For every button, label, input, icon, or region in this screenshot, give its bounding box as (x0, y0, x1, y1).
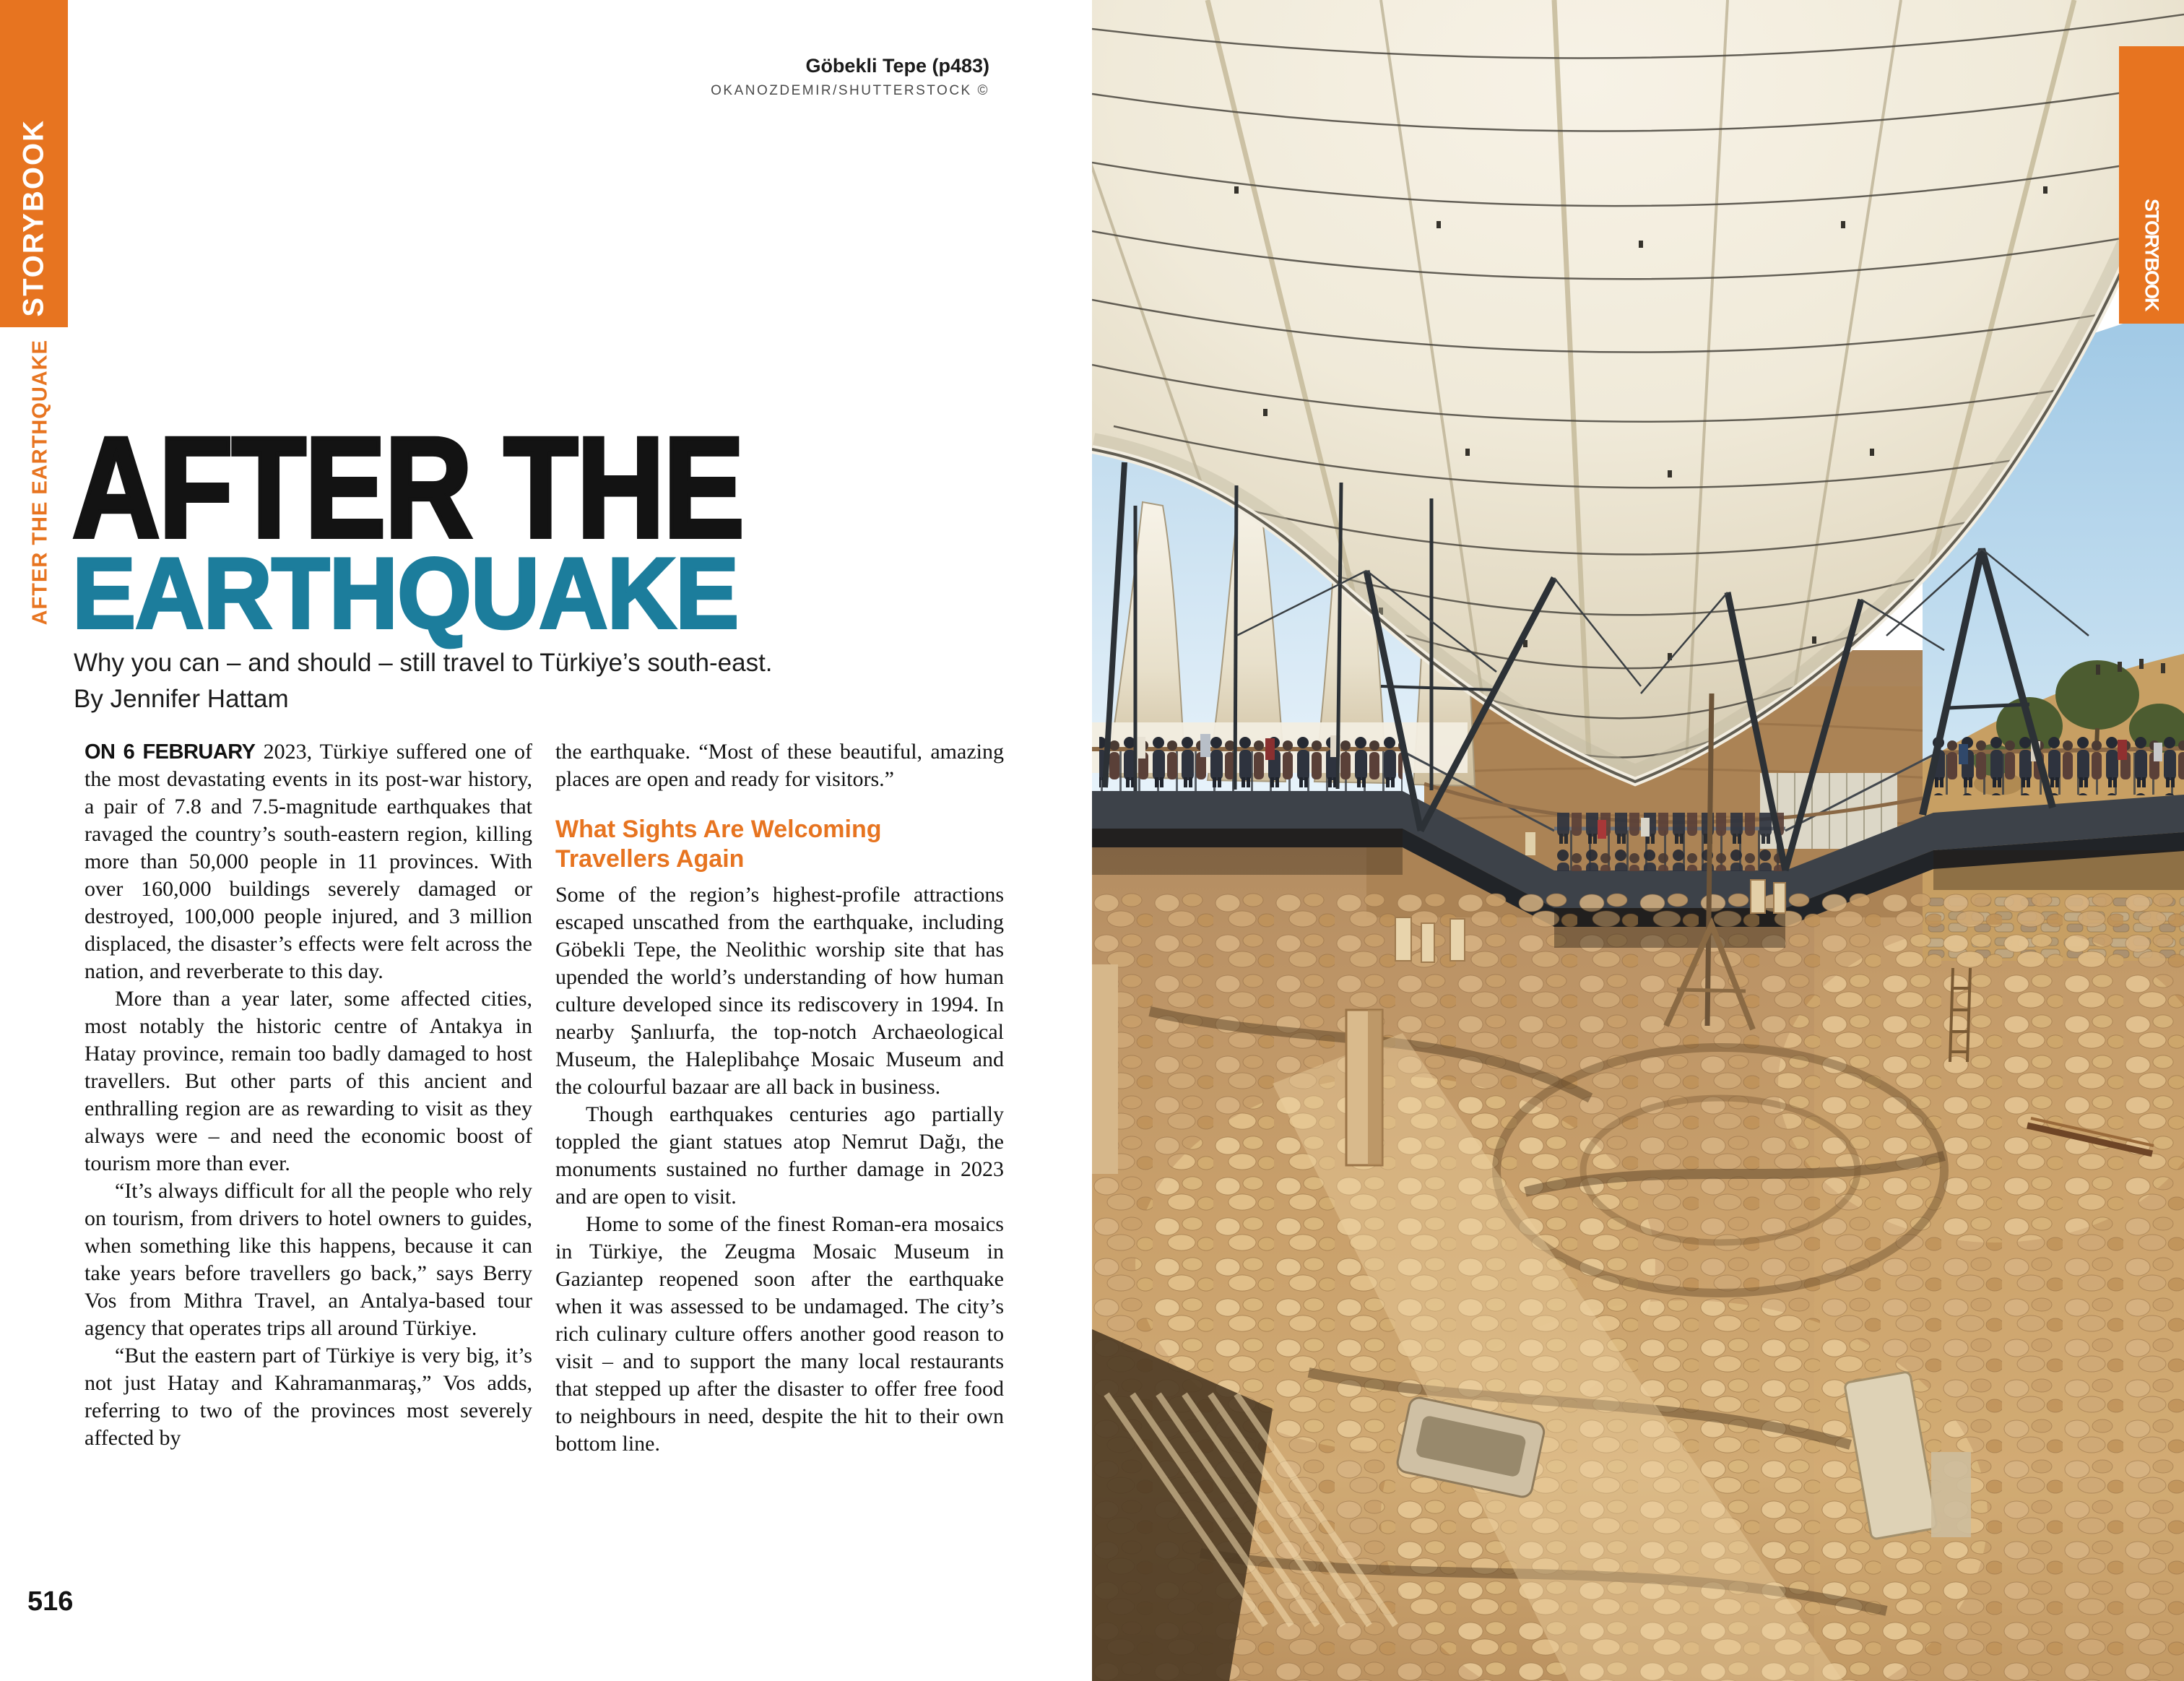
photo-caption: Göbekli Tepe (p483) (805, 55, 989, 77)
standfirst (74, 645, 773, 717)
photo-caption-block (711, 55, 989, 99)
paragraph: Though earthquakes centuries ago partially toppled the giant statues atop Nemrut Dağı, the monuments sustained no further damage in 2023 and are open to visit. (555, 1102, 1004, 1209)
storybook-tab-left (0, 0, 68, 327)
paragraph: the earthquake. “Most of these beautiful, amazing places are open and ready for visitors.” (555, 740, 1004, 791)
photo-illustration (1092, 0, 2184, 1681)
paragraph: Some of the region’s highest-profile attractions escaped unscathed from the earthquake, including Göbekli Tepe, the Neolithic worship site that has upended the world’s understanding of how human culture developed since its rediscovery in 1994. In nearby Şanlıurfa, the top-notch Archaeological Museum, the Haleplibahçe Mosaic Museum and the colourful bazaar are all back in business. (555, 883, 1004, 1099)
storybook-tab-right (2119, 46, 2184, 324)
byline: By Jennifer Hattam (74, 685, 289, 713)
paragraph: ON 6 FEBRUARY 2023, Türkiye suffered one of the most devastating events in its post-war history, a pair of 7.8 and 7.5-magnitude earthquakes that ravaged the country’s south-eastern region, killing more than 50,000 people in 11 provinces. With over 160,000 buildings severely damaged or destroyed, 100,000 people injured, and 3 million displaced, the disaster’s effects were felt across the nation, and reverberate to this day. (84, 740, 532, 983)
article-side-label: AFTER THE EARTHQUAKE (28, 340, 52, 626)
photo-credit: OKANOZDEMIR/SHUTTERSTOCK © (711, 83, 989, 98)
paragraph: “It’s always difficult for all the people who rely on tourism, from drivers to hotel owners to guides, when something like this happens, because it can take years before travellers go back,” says Berry Vos from Mithra Travel, an Antalya-based tour agency that operates trips all around Türkiye. (84, 1179, 532, 1340)
body-column-2 (555, 738, 1004, 1612)
paragraph: More than a year later, some affected cities, most notably the historic centre of Antakya in Hatay province, remain too badly damaged to host travellers. But other parts of this ancient and enthralling region are as rewarding to visit as they always were – and need the economic boost of tourism more than ever. (84, 987, 532, 1175)
storybook-tab-left-label: STORYBOOK (17, 119, 50, 317)
standfirst-text: Why you can – and should – still travel to Türkiye’s south-east. (74, 649, 773, 677)
article-title-line2: EARTHQUAKE (72, 537, 739, 649)
section-heading: What Sights Are Welcoming Travellers Again (555, 816, 882, 873)
lead-in: ON 6 FEBRUARY (84, 740, 256, 764)
page-number: 516 (27, 1586, 74, 1617)
paragraph: “But the eastern part of Türkiye is very big, it’s not just Hatay and Kahramanmaraş,” Vos adds, referring to two of the provinces most severely affected by (84, 1344, 532, 1450)
gobekli-tepe-photo (1092, 0, 2184, 1681)
article-title-line1: AFTER THE (72, 407, 744, 567)
paragraph: Home to some of the finest Roman-era mosaics in Türkiye, the Zeugma Mosaic Museum in Gaziantep reopened soon after the earthquake when it was assessed to be undamaged. The city’s rich culinary culture offers another good reason to visit – and to support the many local restaurants that stepped up after the disaster to offer free food to neighbours in need, despite the hit to their own bottom line. (555, 1212, 1004, 1456)
body-column-1 (84, 738, 532, 1612)
storybook-tab-right-label: STORYBOOK (2141, 199, 2163, 311)
